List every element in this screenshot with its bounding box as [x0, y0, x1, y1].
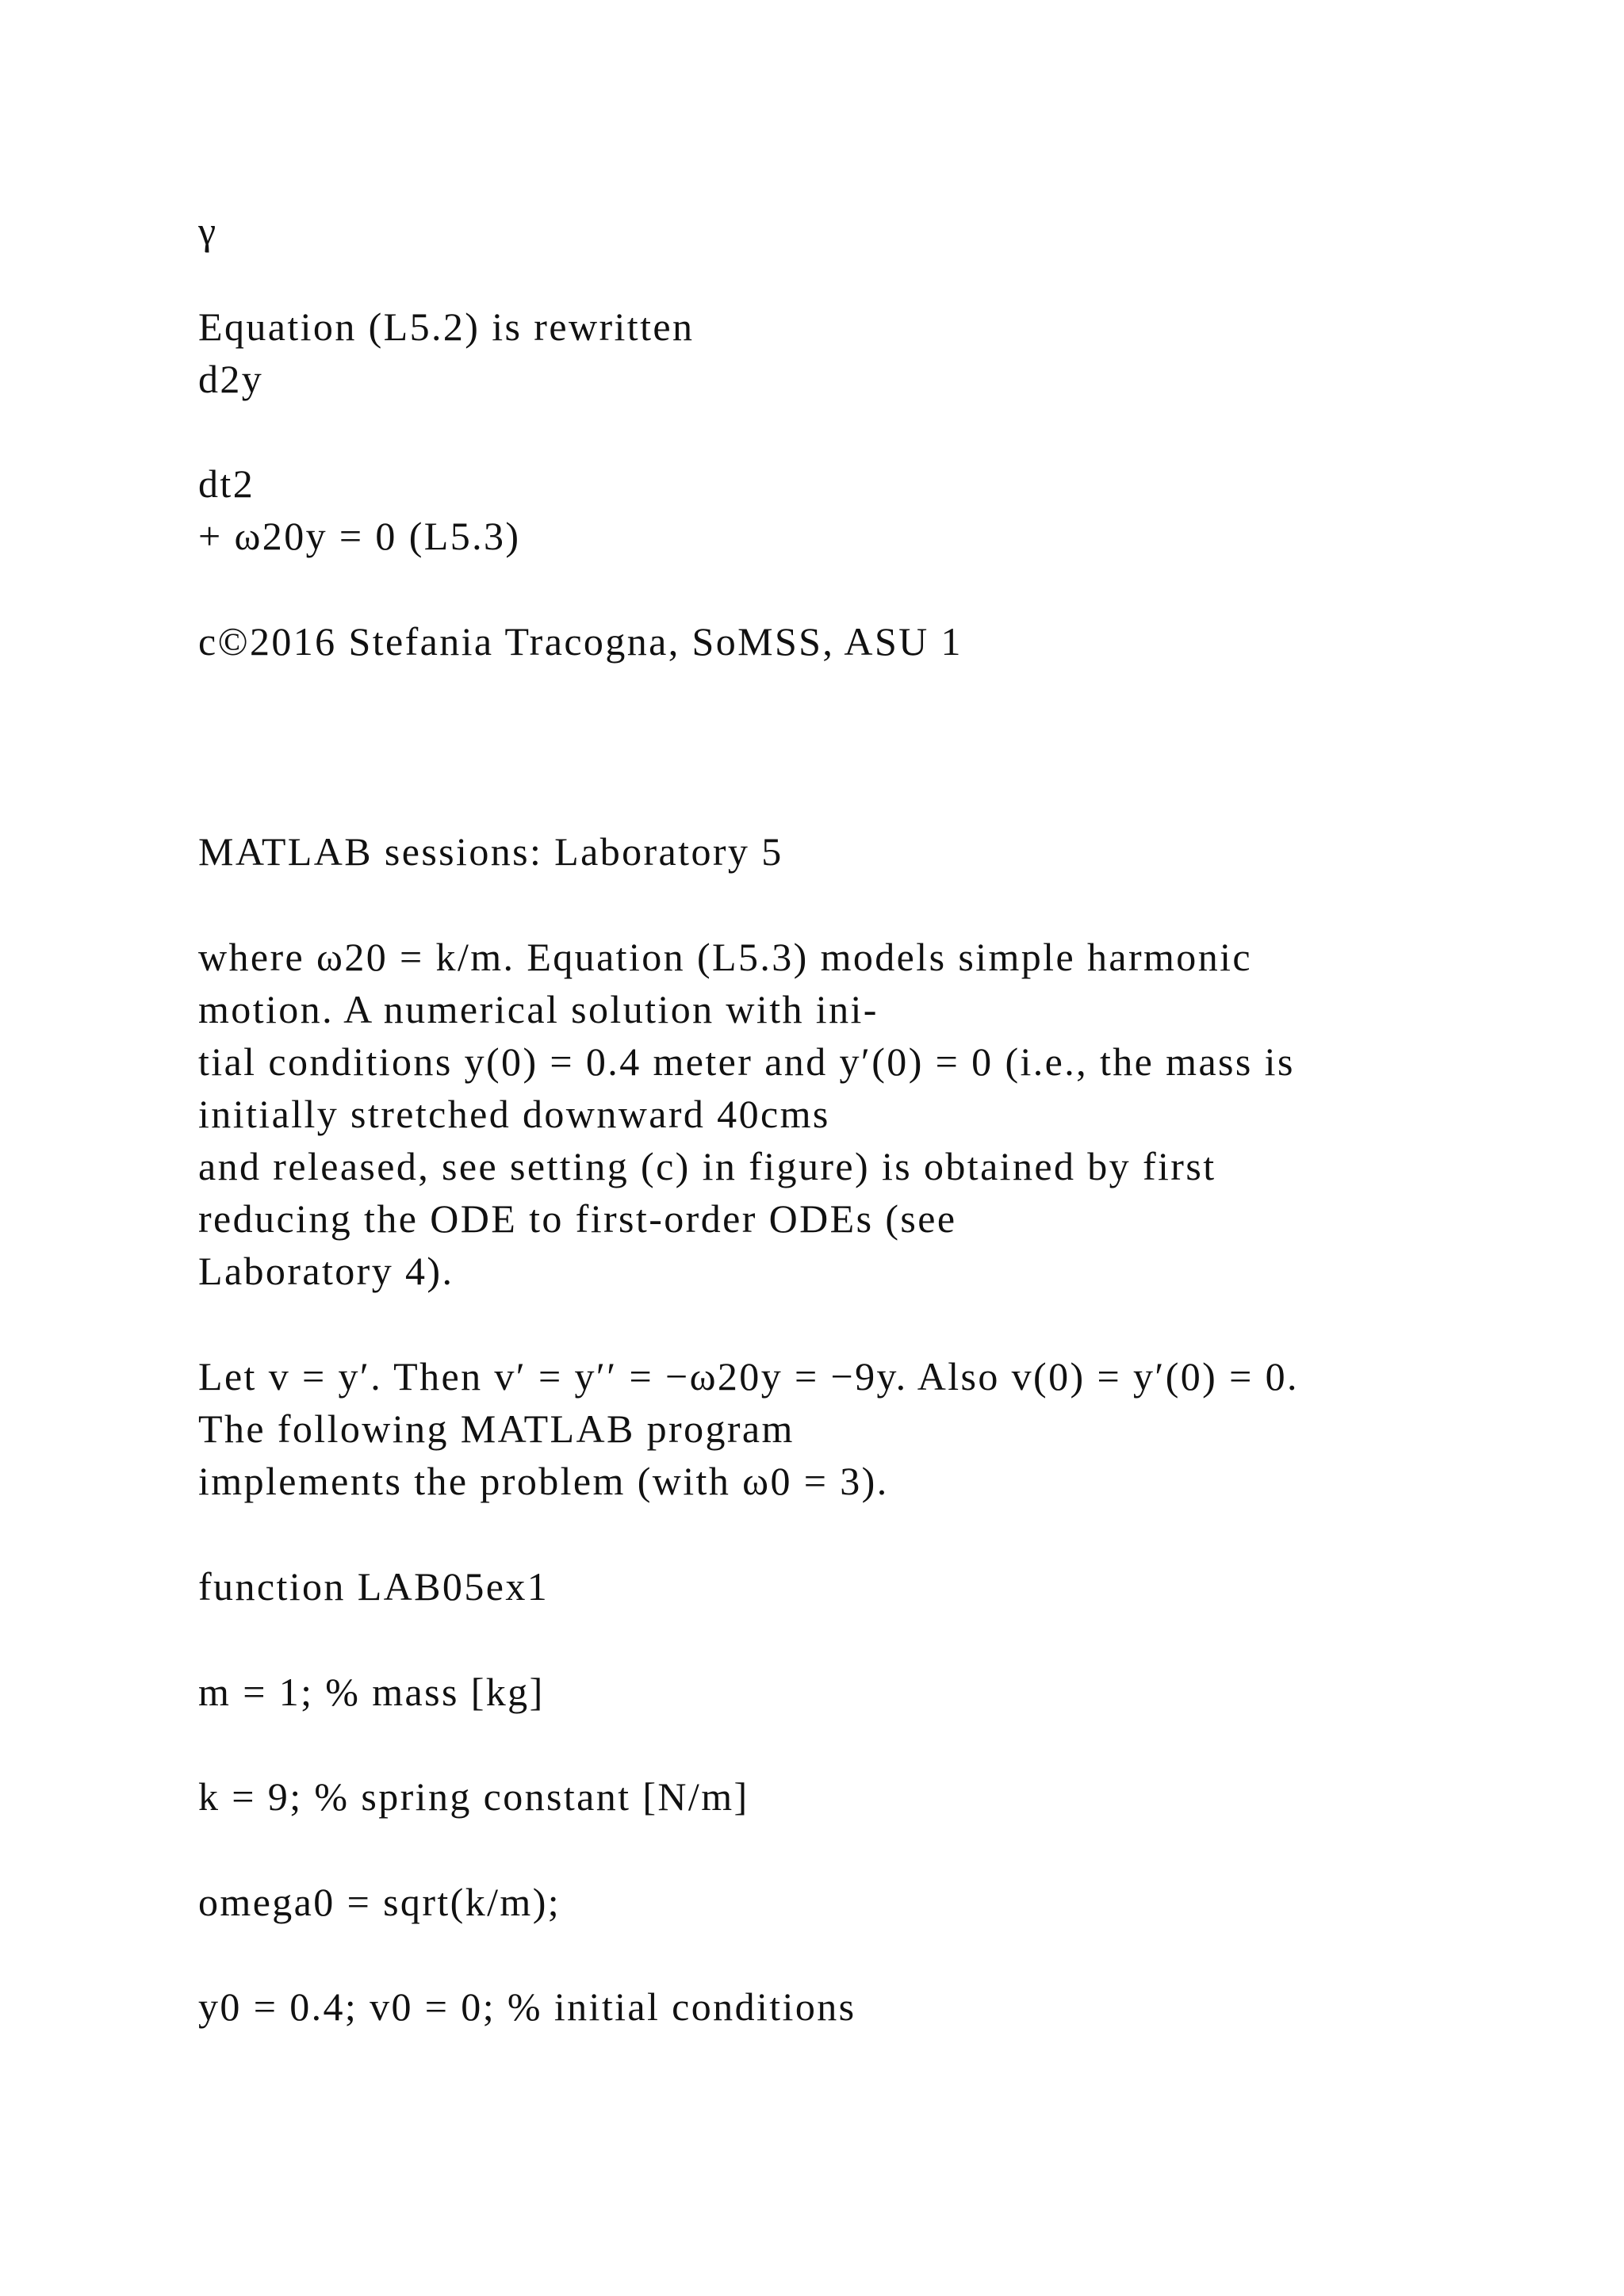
text-line: motion. A numerical solution with ini- — [198, 987, 879, 1031]
equation-line: + ω20y = 0 (L5.3) — [198, 514, 521, 558]
code-line: omega0 = sqrt(k/m); — [198, 1880, 561, 1924]
text-line: Let v = y′. Then v′ = y′′ = −ω20y = −9y. Also v(0) = y′(0) = 0. — [198, 1354, 1299, 1399]
text-line: Laboratory 4). — [198, 1249, 454, 1293]
text-line: where ω20 = k/m. Equation (L5.3) models simple harmonic — [198, 935, 1252, 979]
text-line: The following MATLAB program — [198, 1406, 795, 1451]
text-line: reducing the ODE to first-order ODEs (see — [198, 1196, 957, 1241]
text-line: implements the problem (with ω0 = 3). — [198, 1459, 889, 1503]
equation-denominator: dt2 — [198, 461, 255, 506]
code-line: k = 9; % spring constant [N/m] — [198, 1774, 749, 1819]
text-line: initially stretched downward 40cms — [198, 1092, 830, 1136]
copyright-footer: c©2016 Stefania Tracogna, SoMSS, ASU 1 — [198, 619, 963, 664]
section-header: MATLAB sessions: Laboratory 5 — [198, 829, 783, 874]
text-line: tial conditions y(0) = 0.4 meter and y′(0) = 0 (i.e., the mass is — [198, 1039, 1295, 1084]
equation-numerator: d2y — [198, 357, 264, 401]
code-line: m = 1; % mass [kg] — [198, 1670, 545, 1714]
text-line: Equation (L5.2) is rewritten — [198, 304, 695, 349]
code-line: y0 = 0.4; v0 = 0; % initial conditions — [198, 1984, 856, 2029]
gamma-symbol: γ — [198, 209, 218, 253]
text-line: and released, see setting (c) in figure) is obtained by first — [198, 1144, 1216, 1188]
code-line: function LAB05ex1 — [198, 1564, 550, 1609]
